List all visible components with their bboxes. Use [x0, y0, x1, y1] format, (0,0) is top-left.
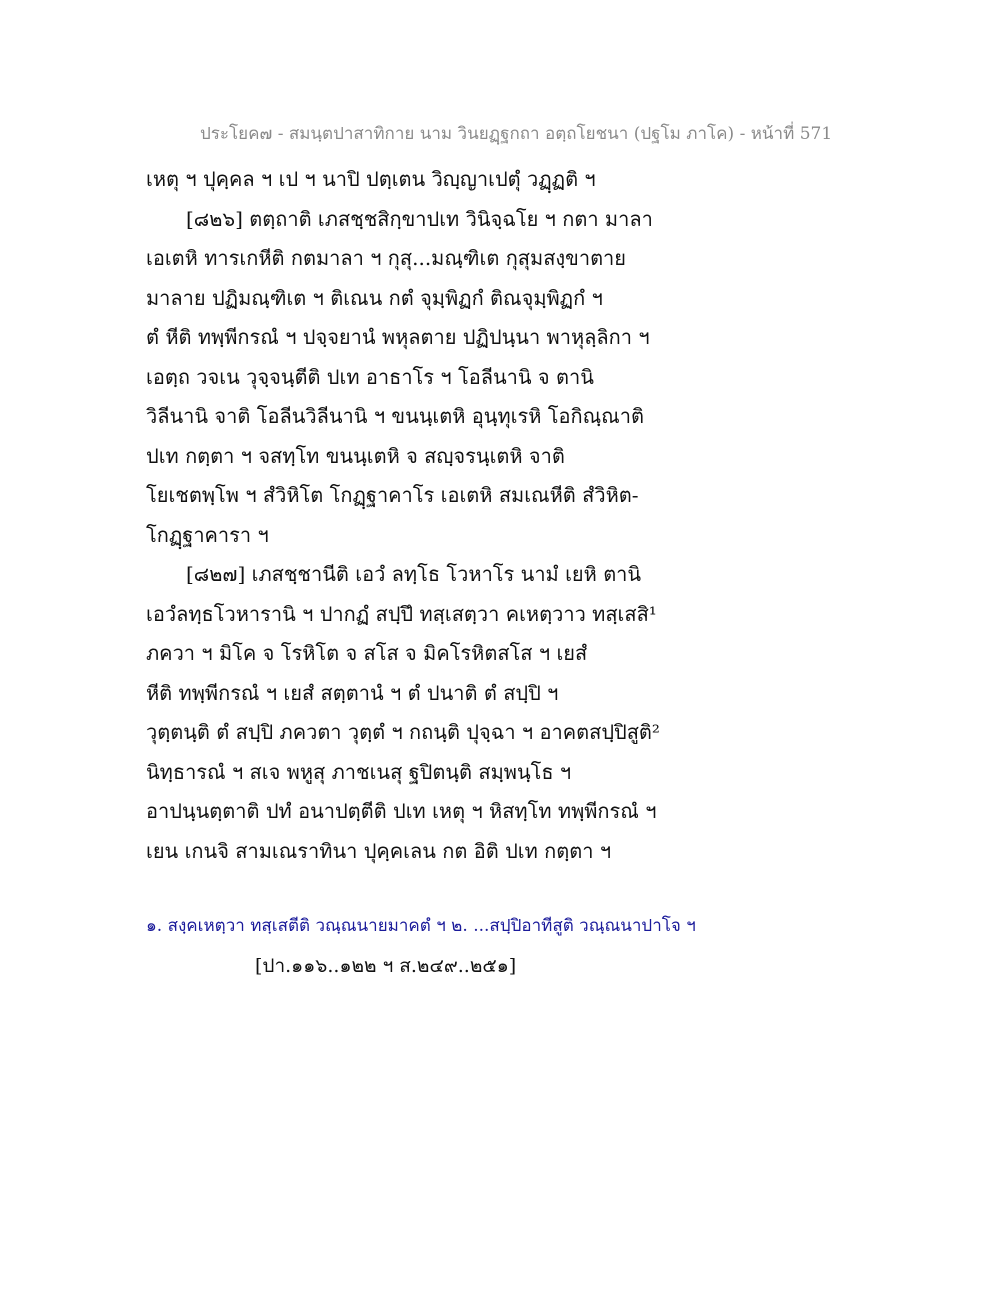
- text-line: เอวํลทฺธโวหารานิ ฯ ปากฏํ สปฺปึ ทสฺเสตฺวา คเหตฺวาว ทสฺเสสิ¹: [146, 601, 657, 626]
- text-line: เอเตหิ ทารเกหีติ กตมาลา ฯ กุสุ...มณฺฑิเต กุสุมสงฺขาตาย: [146, 246, 627, 270]
- page-header: ประโยค๗ - สมนฺตปาสาทิกาย นาม วินยฏฺฐกถา อตฺถโยชนา (ปฐโม ภาโค) - หน้าที่ 571: [200, 124, 833, 144]
- page-reference: [ปา.๑๑๖..๑๒๒ ฯ ส.๒๔๙..๒๕๑]: [255, 955, 517, 977]
- text-line: หีติ ทพฺพีกรณํ ฯ เยสํ สตฺตานํ ฯ ตํ ปนาติ ตํ สปฺปิ ฯ: [146, 680, 559, 705]
- text-line: วิลีนานิ จาติ โอลีนวิลีนานิ ฯ ขนนฺเตหิ อุนฺทุเรหิ โอกิณฺณาติ: [146, 404, 644, 428]
- text-line: วุตฺตนฺติ ตํ สปฺปิ ภควตา วุตฺตํ ฯ กถนฺติ ปุจฺฉา ฯ อาคตสปฺปิสูติ²: [146, 720, 660, 744]
- footnote: ๑. สงฺคเหตฺวา ทสฺเสตีติ วณฺณนายมาคตํ ฯ ๒. ...สปฺปิอาทีสูติ วณฺณนาปาโจ ฯ: [146, 916, 696, 936]
- text-line: โกฏฺฐาคารา ฯ: [146, 522, 269, 547]
- text-line: อาปนฺนตฺตาติ ปทํ อนาปตฺตีติ ปเท เหตุ ฯ หิสทฺโท ทพฺพีกรณํ ฯ: [146, 799, 657, 823]
- text-line: เหตุ ฯ ปุคฺคล ฯ เป ฯ นาปิ ปตฺเตน วิญฺญาเปตุํ วฏฺฏติ ฯ: [146, 167, 596, 191]
- body-text: [146, 160, 866, 871]
- text-line: ภควา ฯ มิโค จ โรหิโต จ สโส จ มิคโรหิตสโส ฯ เยสํ: [146, 641, 588, 665]
- text-line: โยเชตพฺโพ ฯ สํวิหิโต โกฏฺฐาคาโร เอเตหิ สมเณหีติ สํวิหิต-: [146, 483, 639, 507]
- text-line: นิทฺธารณํ ฯ สเจ พหูสุ ภาชเนสุ ฐปิตนฺติ สมฺพนฺโธ ฯ: [146, 759, 572, 784]
- text-line: มาลาย ปฏิมณฺฑิเต ฯ ติเณน กตํ จุมฺพิฏกํ ติณจุมฺพิฏกํ ฯ: [146, 285, 603, 310]
- text-line: เยน เกนจิ สามเณราทินา ปุคฺคเลน กต อิติ ปเท กตฺตา ฯ: [146, 838, 612, 863]
- text-line: [๘๒๗] เภสชฺชานีติ เอวํ ลทฺโธ โวหาโร นามํ เยหิ ตานิ: [186, 562, 642, 586]
- text-line: ตํ หีติ ทพฺพีกรณํ ฯ ปจฺจยานํ พหุลตาย ปฏิปนฺนา พาหุลฺลิกา ฯ: [146, 325, 650, 349]
- text-line: เอตฺถ วจเน วุจฺจนฺตีติ ปเท อาธาโร ฯ โอลีนานิ จ ตานิ: [146, 364, 594, 389]
- text-line: ปเท กตฺตา ฯ จสทฺโท ขนนฺเตหิ จ สญฺจรนฺเตหิ จาติ: [146, 443, 565, 468]
- text-line: [๘๒๖] ตตฺถาติ เภสชฺชสิกฺขาปเท วินิจฺฉโย ฯ กตา มาลา: [186, 206, 653, 231]
